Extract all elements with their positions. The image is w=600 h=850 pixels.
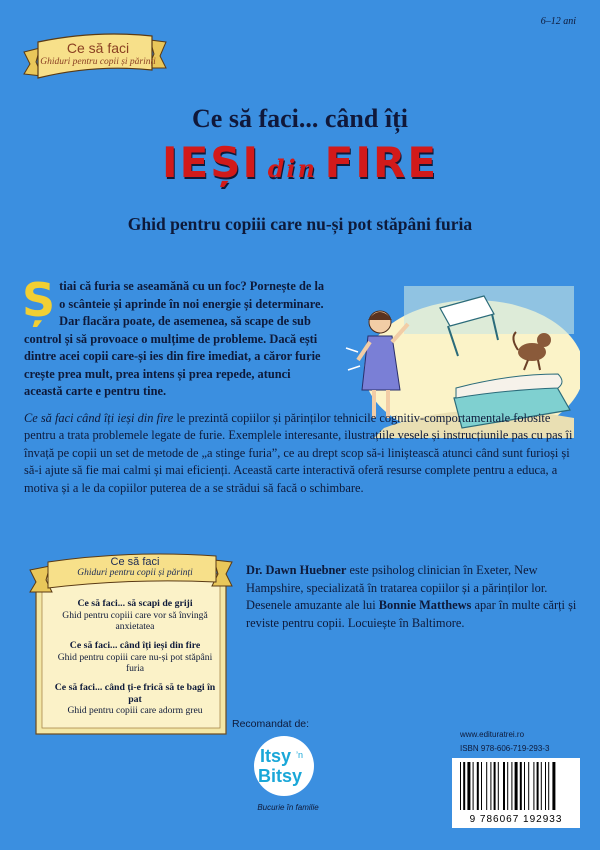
series-book-title: Ce să faci... să scapi de griji: [77, 598, 193, 609]
illustrator-name: Bonnie Matthews: [378, 598, 472, 612]
barcode-bar: [537, 762, 539, 810]
book-subtitle: Ghid pentru copiii care nu-și pot stăpâni furia: [127, 214, 473, 234]
series-box-banner: [62, 556, 208, 578]
svg-text:Itsy: Itsy: [260, 746, 292, 766]
series-book-desc: Ghid pentru copiii care vor să învingă anxietatea: [62, 609, 208, 632]
barcode-bar: [545, 762, 546, 810]
title-line1: Ce să faci... când îți: [192, 104, 408, 133]
author-bio-text: este psiholog clinician în Exeter, New Hampshire, specializată în tratarea copiilor și a părinților lor.: [246, 563, 548, 595]
barcode-bar: [473, 762, 474, 810]
title-word-din: din: [267, 154, 318, 183]
series-book: [50, 682, 220, 717]
illustrator-pre: Desenele amuzante ale lui: [246, 598, 379, 612]
barcode-bar: [528, 762, 529, 810]
description-paragraph: [24, 410, 576, 497]
barcode-bar: [467, 762, 470, 810]
barcode-bar: [511, 762, 512, 810]
age-range: 6–12 ani: [540, 16, 576, 27]
series-banner-text: [40, 40, 156, 67]
barcode-bars: [452, 758, 580, 814]
illustrator-post: apar în multe cărți și reviste pentru copii. Locuiește în Baltimore.: [246, 598, 577, 630]
barcode-bar: [460, 762, 461, 810]
barcode-bar: [494, 762, 496, 810]
series-book: [50, 640, 220, 675]
author-name: Dr. Dawn Huebner: [246, 563, 347, 577]
publisher-website: www.edituratrei.ro: [460, 730, 525, 739]
barcode-bar: [552, 762, 555, 810]
logo-slogan: Bucurie în familie: [257, 803, 319, 812]
series-book-desc: Ghid pentru copiii care nu-și pot stăpâni furia: [57, 651, 213, 674]
barcode-bar: [490, 762, 491, 810]
barcode-bar: [481, 762, 482, 810]
intro-paragraph: [22, 273, 332, 401]
series-book-desc: Ghid pentru copiii care adorm greu: [67, 705, 203, 716]
svg-text:Bitsy: Bitsy: [258, 766, 303, 786]
barcode-bar: [515, 762, 518, 810]
series-subtitle: Ghiduri pentru copii și părinți: [40, 57, 156, 67]
series-box-name: Ce să faci: [110, 556, 160, 568]
barcode-bar: [463, 762, 465, 810]
recommended-label: Recomandat de:: [232, 718, 310, 730]
itsy-bitsy-logo: [244, 734, 330, 798]
barcode-bar: [520, 762, 522, 810]
intro-text: tiai că furia se aseamănă cu un foc? Pornește de la o scânteie și aprinde în noi energie și determinare. Dar flacăra poate, de asemenea, să scape de sub control și să provoace o mulțime de probleme. Dacă ești dintre acei copii care-și ies din fire imediat, a căror furie crește prea mult, prea intens și prea repede, atunci această carte e pentru tine.: [24, 279, 325, 398]
series-book-title: Ce să faci... când ți-e frică să te bagi în pat: [54, 682, 216, 705]
title-word-iesi: IEȘI: [161, 138, 261, 187]
barcode-bar: [533, 762, 534, 810]
series-book-title: Ce să faci... când îți ieși din fire: [69, 640, 201, 651]
series-box-subtitle: Ghiduri pentru copii și părinți: [77, 568, 193, 578]
isbn: ISBN 978-606-719-293-3: [460, 744, 550, 753]
barcode-number: 9 786067 192933: [469, 814, 563, 825]
barcode-bar: [477, 762, 479, 810]
drop-cap: Ș: [22, 273, 56, 327]
series-name: Ce să faci: [66, 40, 130, 56]
barcode-bar: [541, 762, 542, 810]
barcode-bar: [524, 762, 525, 810]
svg-text:’n: ’n: [296, 750, 304, 760]
description-text: le prezintă copiilor și părinților tehnicile cognitiv-comportamentale folosite pentru a trata problemele legate de furie. Exemplele interesante, ilustrațiile vesele și instrucțiunile pas cu pas îi învață pe copii un set de metode de „a stinge furia”, ce au drept scop să-i liniștească atunci când sunt furioși și să-i ajute să fie mai calmi și mai eficienți. Această carte interactivă oferă resurse complete pentru a educa, a motiva și a le da copiilor puterea de a se strădui să facă o schimbare.: [24, 411, 573, 495]
title-main: [0, 138, 600, 187]
book-title-italic: Ce să faci când îți ieși din fire: [24, 411, 174, 425]
title-word-fire: FIRE: [324, 138, 439, 187]
barcode-bar: [507, 762, 508, 810]
barcode-bar: [548, 762, 549, 810]
series-book: [50, 598, 220, 633]
author-bio: [246, 562, 582, 632]
barcode-bar: [486, 762, 487, 810]
barcode-bar: [503, 762, 505, 810]
barcode-bar: [498, 762, 499, 810]
